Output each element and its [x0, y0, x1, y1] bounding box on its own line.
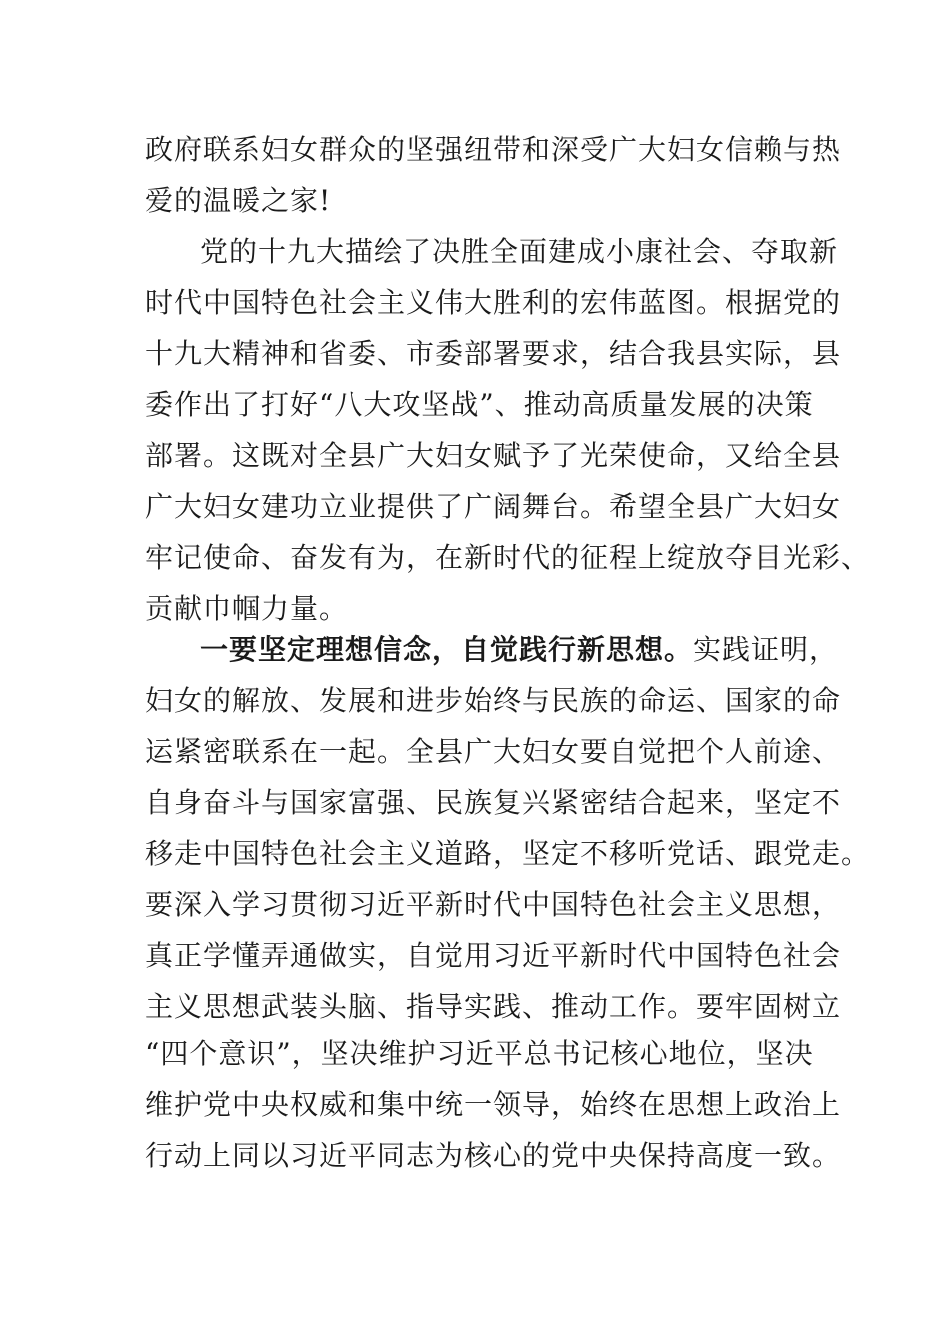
paragraph-line: 爱的温暖之家!: [145, 184, 332, 217]
paragraph-line: 贡献巾帼力量。: [145, 592, 349, 625]
paragraph-line: “四个意识”，坚决维护习近平总书记核心地位，坚决: [145, 1037, 814, 1070]
paragraph-line: 维护党中央权威和集中统一领导，始终在思想上政治上: [145, 1088, 842, 1121]
paragraph-line: 党的十九大描绘了决胜全面建成小康社会、夺取新: [200, 235, 839, 268]
paragraph-line: 部署。这既对全县广大妇女赋予了光荣使命，又给全县: [145, 439, 842, 472]
paragraph-line: 时代中国特色社会主义伟大胜利的宏伟蓝图。根据党的: [145, 286, 842, 319]
paragraph-line: 委作出了打好“八大攻坚战”、推动高质量发展的决策: [145, 388, 814, 421]
paragraph-line: 广大妇女建功立业提供了广阔舞台。希望全县广大妇女: [145, 490, 842, 523]
paragraph-text: 实践证明，: [693, 633, 839, 666]
paragraph-first-line: [200, 631, 838, 669]
paragraph-line: 主义思想武装头脑、指导实践、推动工作。要牢固树立: [145, 990, 842, 1023]
paragraph-line: 行动上同以习近平同志为核心的党中央保持高度一致。: [145, 1139, 842, 1172]
paragraph-line: 运紧密联系在一起。全县广大妇女要自觉把个人前途、: [145, 735, 842, 768]
paragraph-line: 妇女的解放、发展和进步始终与民族的命运、国家的命: [145, 684, 842, 717]
paragraph-line: 要深入学习贯彻习近平新时代中国特色社会主义思想，: [145, 888, 842, 921]
paragraph-line: 移走中国特色社会主义道路，坚定不移听党话、跟党走。: [145, 837, 871, 870]
section-heading: 一要坚定理想信念，自觉践行新思想。: [200, 633, 694, 666]
paragraph-line: 政府联系妇女群众的坚强纽带和深受广大妇女信赖与热: [145, 133, 842, 166]
paragraph-line: 牢记使命、奋发有为，在新时代的征程上绽放夺目光彩、: [145, 541, 871, 574]
paragraph-line: 真正学懂弄通做实，自觉用习近平新时代中国特色社会: [145, 939, 842, 972]
paragraph-line: 自身奋斗与国家富强、民族复兴紧密结合起来，坚定不: [145, 786, 842, 819]
paragraph-line: 十九大精神和省委、市委部署要求，结合我县实际，县: [145, 337, 842, 370]
